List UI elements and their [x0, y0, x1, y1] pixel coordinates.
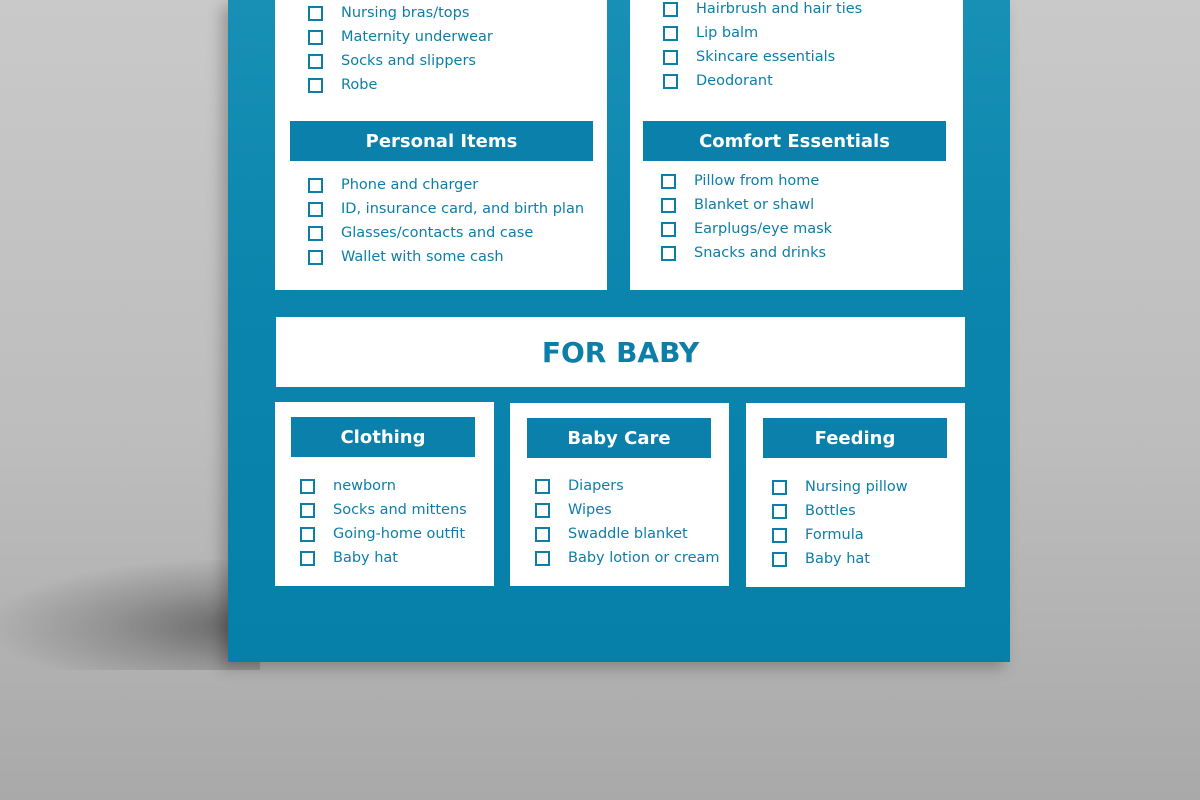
- list-item[interactable]: [661, 221, 832, 237]
- item-label: Wipes: [568, 502, 612, 518]
- section-heading-clothing: Clothing: [291, 417, 475, 457]
- item-label: ID, insurance card, and birth plan: [341, 201, 585, 217]
- list-item[interactable]: [661, 245, 826, 261]
- checkbox-icon[interactable]: [535, 503, 550, 518]
- checkbox-icon[interactable]: [663, 26, 678, 41]
- section-heading-baby-care: Baby Care: [527, 418, 711, 458]
- section-heading-personal-items: Personal Items: [290, 121, 593, 161]
- checkbox-icon[interactable]: [663, 50, 678, 65]
- item-label: Baby hat: [333, 550, 398, 566]
- checkbox-icon[interactable]: [661, 198, 676, 213]
- checkbox-icon[interactable]: [308, 178, 323, 193]
- item-label: Earplugs/eye mask: [694, 221, 833, 237]
- item-label: Socks and slippers: [341, 53, 476, 69]
- list-item[interactable]: [663, 49, 835, 65]
- list-item[interactable]: [308, 177, 478, 193]
- item-label: Swaddle blanket: [568, 526, 688, 542]
- checkbox-icon[interactable]: [300, 527, 315, 542]
- baby-clothing-card: [275, 402, 494, 586]
- section-heading-feeding: Feeding: [763, 418, 947, 458]
- item-label: Diapers: [568, 478, 624, 494]
- checklist-sheet: [228, 0, 1010, 662]
- list-item[interactable]: [308, 5, 469, 21]
- item-label: Robe: [341, 77, 378, 93]
- list-item[interactable]: [663, 25, 758, 41]
- checkbox-icon[interactable]: [308, 54, 323, 69]
- item-label: Formula: [805, 527, 864, 543]
- list-item[interactable]: [300, 478, 396, 494]
- checkbox-icon[interactable]: [663, 2, 678, 17]
- list-item[interactable]: [535, 502, 612, 518]
- baby-care-card: [510, 403, 729, 586]
- list-item[interactable]: [308, 249, 504, 265]
- item-label: Maternity underwear: [341, 29, 493, 45]
- checkbox-icon[interactable]: [535, 479, 550, 494]
- mom-left-card: [275, 0, 607, 290]
- item-label: Bottles: [805, 503, 856, 519]
- list-item[interactable]: [663, 73, 773, 89]
- item-label: Snacks and drinks: [694, 245, 827, 261]
- checkbox-icon[interactable]: [663, 74, 678, 89]
- baby-feeding-card: [746, 403, 965, 587]
- item-label: Skincare essentials: [696, 49, 836, 65]
- list-item[interactable]: [663, 1, 862, 17]
- checkbox-icon[interactable]: [535, 527, 550, 542]
- sheet-shadow: [0, 560, 260, 670]
- list-item[interactable]: [308, 29, 493, 45]
- item-label: Socks and mittens: [333, 502, 467, 518]
- checkbox-icon[interactable]: [308, 202, 323, 217]
- item-label: Wallet with some cash: [341, 249, 504, 265]
- checkbox-icon[interactable]: [772, 552, 787, 567]
- list-item[interactable]: [772, 551, 870, 567]
- list-item[interactable]: [300, 550, 398, 566]
- item-label: Nursing pillow: [805, 479, 908, 495]
- mom-right-card: [630, 0, 963, 290]
- list-item[interactable]: [535, 526, 688, 542]
- checkbox-icon[interactable]: [772, 480, 787, 495]
- item-label: Phone and charger: [341, 177, 479, 193]
- list-item[interactable]: [772, 503, 856, 519]
- item-label: Lip balm: [696, 25, 759, 41]
- list-item[interactable]: [300, 502, 467, 518]
- checkbox-icon[interactable]: [308, 78, 323, 93]
- checkbox-icon[interactable]: [772, 504, 787, 519]
- item-label: Nursing bras/tops: [341, 5, 470, 21]
- list-item[interactable]: [308, 225, 533, 241]
- list-item[interactable]: [535, 478, 624, 494]
- checkbox-icon[interactable]: [300, 479, 315, 494]
- checkbox-icon[interactable]: [535, 551, 550, 566]
- list-item[interactable]: [308, 53, 476, 69]
- item-label: newborn: [333, 478, 396, 494]
- list-item[interactable]: [772, 527, 864, 543]
- checkbox-icon[interactable]: [308, 30, 323, 45]
- item-label: Deodorant: [696, 73, 773, 89]
- item-label: Hairbrush and hair ties: [696, 1, 863, 17]
- item-label: Glasses/contacts and case: [341, 225, 534, 241]
- item-label: Going-home outfit: [333, 526, 466, 542]
- for-baby-banner: FOR BABY: [276, 317, 965, 387]
- checkbox-icon[interactable]: [661, 246, 676, 261]
- item-label: Baby hat: [805, 551, 870, 567]
- list-item[interactable]: [308, 201, 584, 217]
- checkbox-icon[interactable]: [308, 226, 323, 241]
- list-item[interactable]: [661, 173, 819, 189]
- list-item[interactable]: [661, 197, 814, 213]
- list-item[interactable]: [308, 77, 377, 93]
- checkbox-icon[interactable]: [772, 528, 787, 543]
- checkbox-icon[interactable]: [300, 551, 315, 566]
- section-heading-comfort-essentials: Comfort Essentials: [643, 121, 946, 161]
- checkbox-icon[interactable]: [661, 174, 676, 189]
- checkbox-icon[interactable]: [308, 250, 323, 265]
- checkbox-icon[interactable]: [308, 6, 323, 21]
- item-label: Blanket or shawl: [694, 197, 815, 213]
- checkbox-icon[interactable]: [300, 503, 315, 518]
- list-item[interactable]: [300, 526, 465, 542]
- item-label: Pillow from home: [694, 173, 820, 189]
- list-item[interactable]: [772, 479, 908, 495]
- checkbox-icon[interactable]: [661, 222, 676, 237]
- list-item[interactable]: [535, 550, 720, 566]
- item-label: Baby lotion or cream: [568, 550, 720, 566]
